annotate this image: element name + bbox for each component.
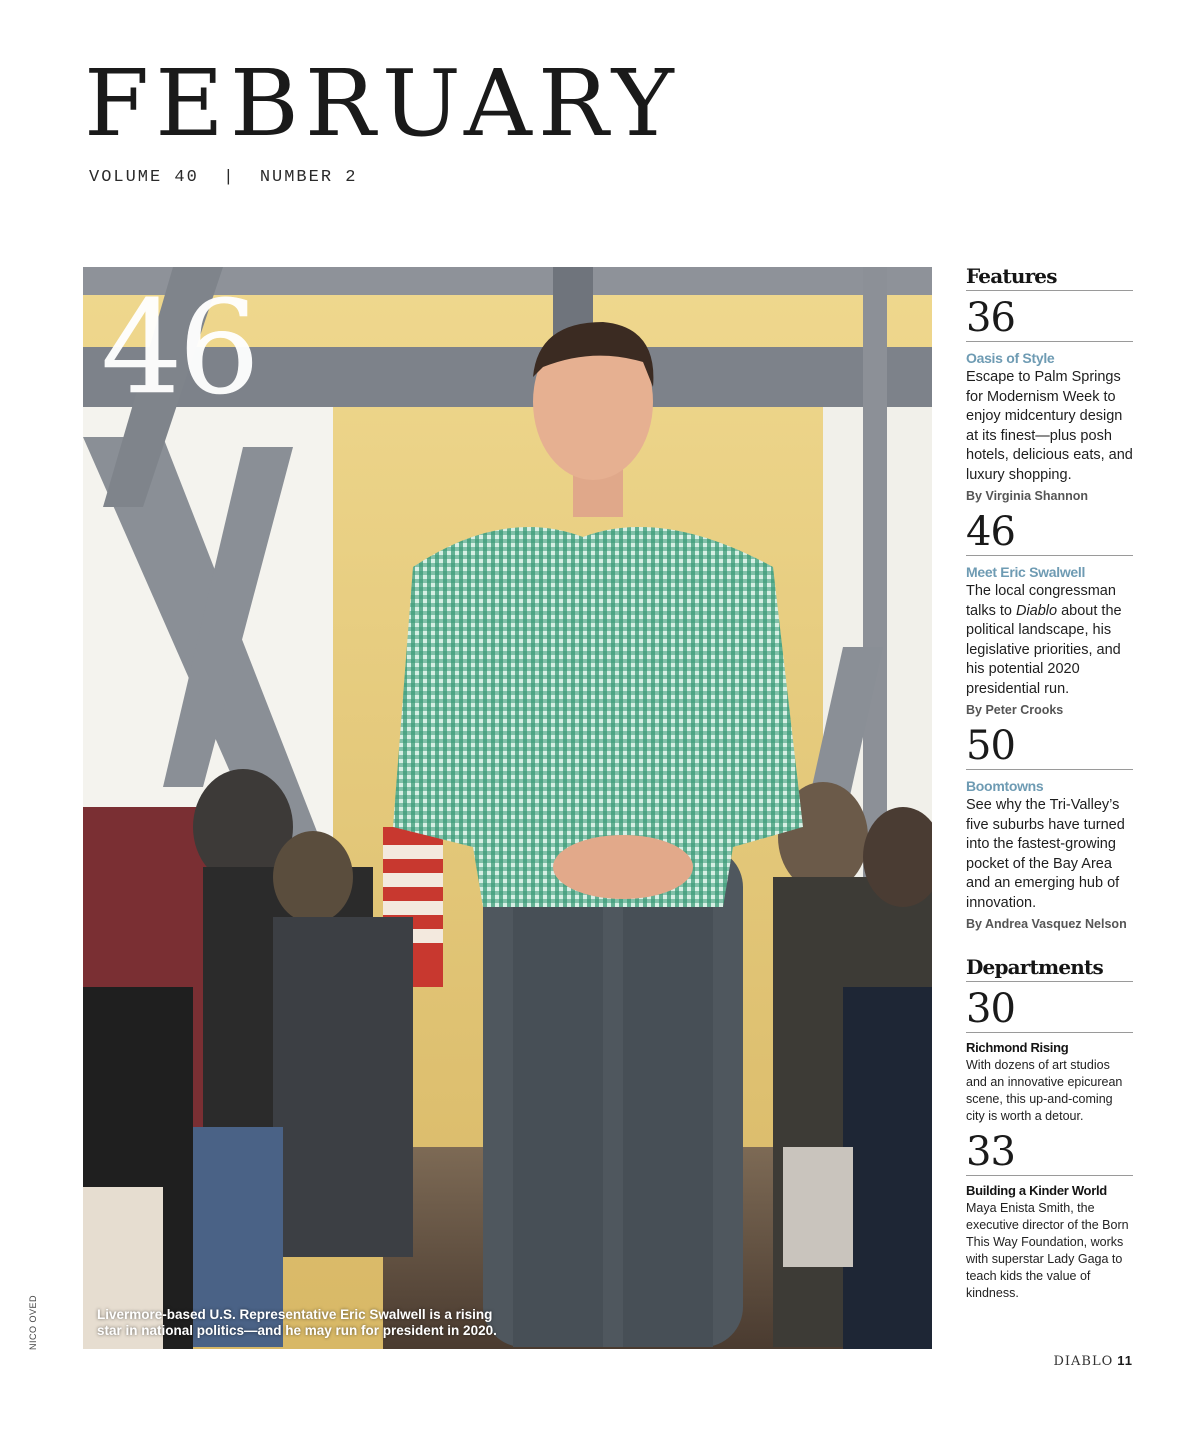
departments-heading: Departments — [966, 955, 1133, 982]
feature-title[interactable]: Boomtowns — [966, 778, 1044, 794]
department-page: 33 — [966, 1129, 1133, 1176]
department-description: With dozens of art studios and an innovative epicurean scene, this up-and-coming city is worth a detour. — [966, 1058, 1123, 1123]
feature-page: 36 — [966, 295, 1133, 342]
photo-credit: NICO OVED — [28, 1294, 38, 1350]
photo-caption: Livermore-based U.S. Representative Eric Swalwell is a rising star in national politics—and he may run for president in 2020. — [97, 1307, 497, 1338]
feature-entry[interactable] — [966, 723, 1133, 933]
department-entry[interactable] — [966, 986, 1133, 1125]
feature-description — [966, 582, 1133, 699]
folio-page-number: 11 — [1117, 1353, 1133, 1368]
department-title[interactable]: Richmond Rising — [966, 1040, 1069, 1055]
feature-title[interactable]: Oasis of Style — [966, 350, 1055, 366]
department-entry[interactable] — [966, 1129, 1133, 1302]
desc-text: about the political landscape, his legislative priorities, and his potential 2020 presidential run. — [966, 602, 1122, 697]
volume-number-line: VOLUME 40 | NUMBER 2 — [89, 168, 358, 187]
feature-description: Escape to Palm Springs for Modernism Week to enjoy midcentury design at its finest—plus posh hotels, delicious eats, and luxury shopping. — [966, 369, 1133, 483]
photo-illustration — [83, 267, 932, 1349]
issue-month-title: FEBRUARY — [84, 50, 680, 157]
department-title[interactable]: Building a Kinder World — [966, 1183, 1107, 1198]
desc-text: The local congressman talks to — [966, 583, 1116, 619]
feature-description: See why the Tri-Valley’s five suburbs have turned into the fastest-growing pocket of the Bay Area and an emerging hub of innovation. — [966, 797, 1125, 911]
cover-photo — [83, 267, 932, 1349]
magazine-name: DIABLO — [1053, 1354, 1114, 1369]
page-folio — [1053, 1353, 1133, 1369]
feature-entry[interactable] — [966, 509, 1133, 719]
table-of-contents — [966, 264, 1133, 1302]
feature-byline: By Peter Crooks — [966, 703, 1064, 717]
features-heading: Features — [966, 264, 1133, 291]
feature-byline: By Virginia Shannon — [966, 489, 1089, 503]
feature-page: 50 — [966, 723, 1133, 770]
feature-byline: By Andrea Vasquez Nelson — [966, 917, 1127, 931]
feature-page: 46 — [966, 509, 1133, 556]
magazine-name: Diablo — [1015, 602, 1058, 619]
feature-entry[interactable] — [966, 295, 1133, 505]
feature-title[interactable]: Meet Eric Swalwell — [966, 564, 1086, 580]
feature-page-number: 46 — [101, 274, 256, 423]
department-page: 30 — [966, 986, 1133, 1033]
department-description: Maya Enista Smith, the executive director of the Born This Way Foundation, works with superstar Lady Gaga to teach kids the value of kindness. — [966, 1201, 1129, 1300]
